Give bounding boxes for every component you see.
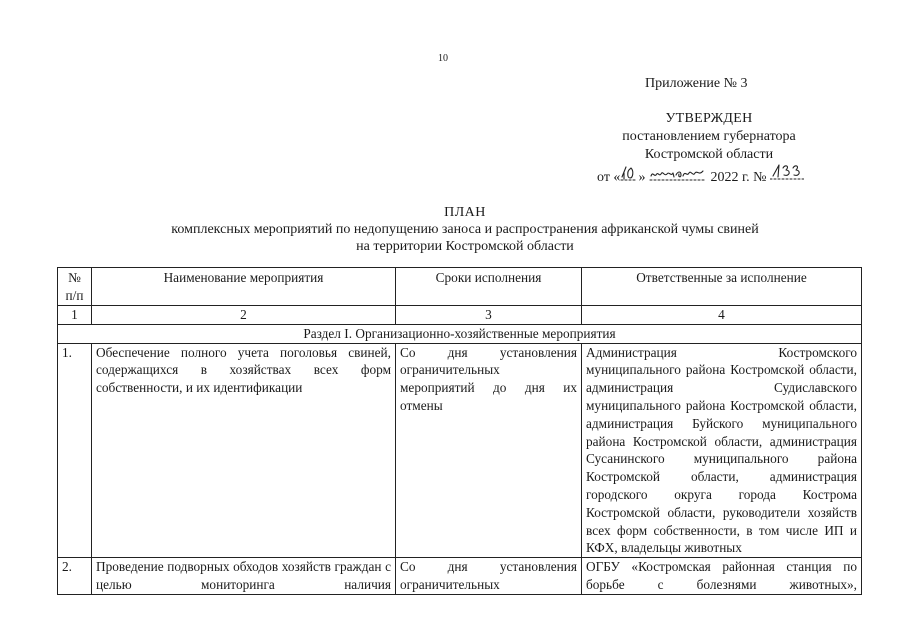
table-row: [58, 558, 862, 595]
row-measure-name: Проведение подворных обходов хозяйств граждан с целью мониторинга наличия: [92, 558, 396, 595]
row-measure-name: Обеспечение полного учета поголовья свиней, содержащихся в хозяйствах всех форм собственности, и их идентификации: [92, 343, 396, 558]
section-heading: Раздел I. Организационно-хозяйственные мероприятия: [58, 324, 862, 343]
plan-title: ПЛАН: [444, 205, 486, 220]
plan-subtitle-region: на территории Костромской области: [356, 239, 574, 254]
numbering-cell: 3: [396, 306, 582, 325]
table-header-row: [58, 268, 862, 306]
section-row: [58, 324, 862, 343]
numbering-cell: 1: [58, 306, 92, 325]
row-term: Со дня установления ограничительных: [396, 558, 582, 595]
approval-line-region: Костромской области: [644, 147, 774, 162]
date-year-number-label: 2022 г. №: [710, 170, 767, 185]
handwritten-day: [620, 165, 638, 181]
header-responsible: Ответственные за исполнение: [582, 268, 862, 306]
row-number: 1.: [58, 343, 92, 558]
approved-heading: УТВЕРЖДЕН: [665, 111, 753, 126]
plan-subtitle: комплексных мероприятий по недопущению заноса и распространения африканской чумы свиней: [171, 222, 759, 237]
row-responsible: ОГБУ «Костромская районная станция по борьбе с болезнями животных»,: [582, 558, 862, 595]
page-number: 10: [438, 53, 448, 64]
handwritten-month: [649, 165, 707, 181]
row-number: 2.: [58, 558, 92, 595]
table-numbering-row: [58, 306, 862, 325]
header-number: № п/п: [58, 268, 92, 306]
measures-table: [57, 267, 862, 595]
date-prefix: от «: [597, 170, 621, 185]
row-term: Со дня установления ограничительных мероприятий до дня их отмены: [396, 343, 582, 558]
row-responsible: Администрация Костромского муниципального района Костромской области, администрация Судиславского муниципального района Костромской области, администрация Буйского муниципального района Костромской области, администрация Сусанинского муниципального района Костромской области, администрация городского округа города Кострома Костромской области, руководители хозяйств всех форм собственности, в том числе ИП и КФХ, владельцы животных: [582, 343, 862, 558]
approval-stamp: [590, 110, 828, 164]
document-title: [0, 204, 900, 255]
approval-line-decree: постановлением губернатора: [622, 129, 796, 144]
appendix-label: Приложение № 3: [645, 76, 748, 91]
numbering-cell: 4: [582, 306, 862, 325]
numbering-cell: 2: [92, 306, 396, 325]
approval-date-line: [597, 163, 804, 186]
table-row: [58, 343, 862, 558]
date-close-quote: »: [638, 170, 646, 185]
handwritten-number: [770, 163, 804, 181]
header-term: Сроки исполнения: [396, 268, 582, 306]
header-name: Наименование мероприятия: [92, 268, 396, 306]
